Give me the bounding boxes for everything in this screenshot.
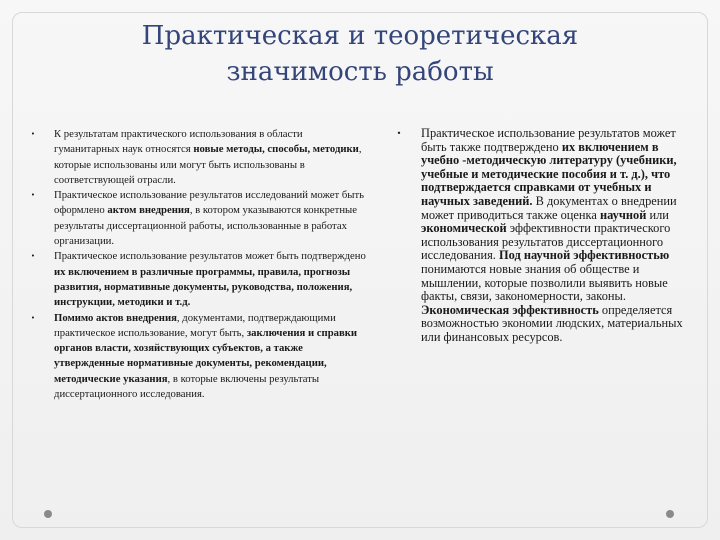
- bold-text: Помимо актов внедрения: [54, 311, 177, 324]
- text-run: В документах о внедрении может приводиться также оценка: [421, 193, 677, 222]
- left-column-item: [28, 249, 368, 310]
- text-run: , документами, подтверждающими практическое использование, могут быть,: [54, 311, 336, 339]
- text-run: , в котором указываются конкретные результаты диссертационной работы, использованные в работах организации.: [54, 204, 357, 248]
- title-line-1: Практическая и теоретическая: [141, 21, 579, 51]
- text-run: Практическое использование результатов исследований может быть оформлено: [54, 189, 364, 217]
- item-text: [421, 127, 692, 345]
- bullet-icon: •: [30, 130, 36, 138]
- text-run: , в которые включены результаты диссертационного исследования.: [54, 372, 320, 401]
- slide-decoration: [44, 510, 674, 518]
- text-run: понимаются новые знания об обществе и мышлении, которые позволили выявить новые факты, связи, закономерности, законы.: [421, 261, 668, 304]
- bullet-icon: •: [396, 129, 402, 138]
- text-run: Практическое использование результатов может быть также подтверждено: [421, 126, 676, 154]
- left-column: [28, 127, 368, 402]
- slide-title: [60, 18, 660, 90]
- decorative-dot-icon: [666, 510, 674, 518]
- bold-text: новые методы, способы, методики: [193, 143, 359, 156]
- bold-text: Экономическая эффективность: [421, 302, 599, 317]
- text-run: или: [646, 207, 669, 222]
- bold-text: заключения и справки органов власти, хозяйствующих субъектов, а также утвержденные нормативные документы, рекомендации, методические указания: [54, 326, 358, 385]
- bold-text: научной: [599, 207, 647, 222]
- bullet-icon: •: [30, 313, 36, 322]
- bullet-icon: •: [30, 252, 36, 261]
- item-text: [54, 249, 368, 310]
- text-run: определяется возможностью экономии людских, материальных или финансовых ресурсов.: [421, 302, 683, 344]
- left-column-item: [28, 188, 368, 249]
- title-line-2: значимость работы: [226, 57, 494, 87]
- text-run: К результатам практического использования в области гуманитарных наук относятся: [54, 128, 303, 156]
- text-run: , которые использованы или могут быть использованы в соответствующей отрасли.: [54, 143, 362, 186]
- left-column-item: [28, 127, 368, 188]
- text-run: Практическое использование результатов может быть подтверждено: [54, 250, 366, 263]
- bold-text: их включением в учебно -методическую литературу (учебники, учебные и методические пособия и т. д.), что подтверждается справками от учебных и научных заведений.: [421, 139, 677, 208]
- text-run: эффективности практического использования результатов диссертационного исследования.: [421, 221, 671, 263]
- bullet-icon: •: [30, 191, 36, 200]
- item-text: [54, 188, 368, 249]
- item-text: [54, 311, 368, 403]
- bold-text: актом внедрения: [107, 204, 190, 217]
- right-column: [392, 127, 692, 345]
- item-text: [54, 127, 368, 188]
- right-column-item: [392, 127, 692, 345]
- decorative-dot-icon: [44, 510, 52, 518]
- left-column-item: [28, 311, 368, 403]
- bold-text: их включением в различные программы, правила, прогнозы развития, нормативные документы, руководства, положения, инструкции, методики и т.д.: [54, 265, 353, 309]
- bold-text: Под научной эффективностью: [499, 248, 670, 263]
- bold-text: экономической: [421, 221, 507, 236]
